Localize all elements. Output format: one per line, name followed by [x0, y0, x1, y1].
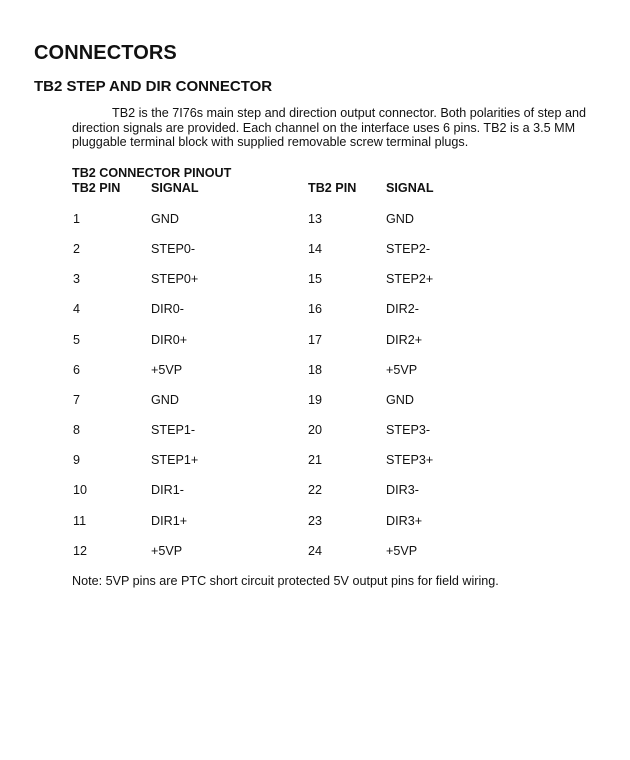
- signal-cell-left: GND: [151, 392, 179, 407]
- pin-cell-left: 5: [73, 332, 81, 347]
- signal-cell-left: STEP0+: [151, 272, 199, 287]
- pin-cell-left: 12: [73, 543, 88, 558]
- section-title: TB2 STEP AND DIR CONNECTOR: [34, 78, 273, 95]
- pin-cell-right: 18: [308, 362, 323, 377]
- signal-cell-right: DIR2-: [386, 302, 419, 317]
- pin-cell-right: 13: [308, 212, 323, 226]
- signal-cell-left: DIR0+: [151, 332, 188, 347]
- pin-cell-right: 21: [308, 453, 323, 468]
- signal-cell-right: STEP3-: [386, 423, 431, 438]
- signal-cell-left: DIR1+: [151, 513, 188, 528]
- pin-cell-left: 10: [73, 483, 88, 498]
- signal-cell-left: DIR1-: [151, 483, 184, 498]
- signal-cell-left: DIR0-: [151, 302, 184, 317]
- column-header-signal-left: SIGNAL: [151, 181, 199, 195]
- signal-cell-left: +5VP: [151, 362, 183, 377]
- pin-cell-right: 24: [308, 543, 323, 558]
- signal-cell-left: +5VP: [151, 543, 183, 558]
- signal-cell-right: STEP3+: [386, 453, 434, 468]
- pin-cell-right: 14: [308, 242, 323, 257]
- pin-cell-left: 9: [73, 453, 81, 468]
- pin-cell-right: 15: [308, 272, 323, 287]
- signal-cell-right: DIR3-: [386, 483, 419, 498]
- signal-cell-left: STEP0-: [151, 242, 196, 257]
- signal-cell-right: GND: [386, 392, 414, 407]
- table-title: TB2 CONNECTOR PINOUT: [72, 166, 232, 180]
- signal-cell-right: STEP2+: [386, 272, 434, 287]
- pin-cell-right: 19: [308, 392, 323, 407]
- pin-cell-right: 16: [308, 302, 323, 317]
- pin-cell-left: 11: [73, 513, 87, 528]
- page-title: CONNECTORS: [34, 42, 177, 64]
- signal-cell-right: +5VP: [386, 362, 418, 377]
- column-header-pin-right: TB2 PIN: [308, 181, 357, 195]
- signal-cell-left: STEP1+: [151, 453, 199, 468]
- signal-cell-left: STEP1-: [151, 423, 196, 438]
- pin-cell-left: 6: [73, 362, 81, 377]
- pin-cell-left: 3: [73, 272, 81, 287]
- signal-cell-right: GND: [386, 212, 414, 226]
- column-header-signal-right: SIGNAL: [386, 181, 434, 195]
- pin-cell-right: 20: [308, 423, 323, 438]
- signal-cell-right: DIR3+: [386, 513, 423, 528]
- pin-cell-right: 23: [308, 513, 323, 528]
- column-header-pin-left: TB2 PIN: [72, 181, 121, 195]
- signal-cell-right: DIR2+: [386, 332, 423, 347]
- pin-cell-left: 4: [73, 302, 81, 317]
- pin-cell-left: 7: [73, 392, 81, 407]
- signal-cell-right: STEP2-: [386, 242, 431, 257]
- description-paragraph: TB2 is the 7I76s main step and direction output connector. Both polarities of step and direction signals are provided. Each channel on the interface uses 6 pins. TB2 is a 3.5 MM pluggable terminal block with supplied removable screw terminal plugs.: [72, 106, 586, 149]
- footnote: Note: 5VP pins are PTC short circuit protected 5V output pins for field wiring.: [72, 574, 499, 588]
- signal-cell-right: +5VP: [386, 543, 418, 558]
- pin-cell-left: 8: [73, 423, 81, 438]
- pin-cell-right: 22: [308, 483, 323, 498]
- pin-cell-left: 2: [73, 242, 81, 257]
- pin-cell-right: 17: [308, 332, 323, 347]
- signal-cell-left: GND: [151, 212, 179, 226]
- pin-cell-left: 1: [73, 212, 81, 226]
